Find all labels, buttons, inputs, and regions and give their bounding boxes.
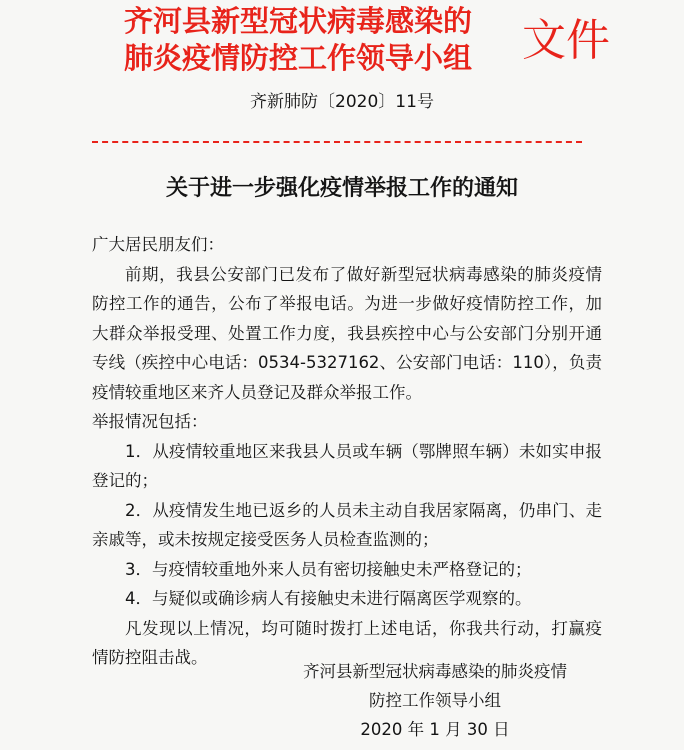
- salutation: 广大居民朋友们：: [92, 235, 224, 254]
- list-item: 1．从疫情较重地区来我县人员或车辆（鄂牌照车辆）未如实申报登记的；: [92, 441, 602, 490]
- signature-org-line-1: 齐河县新型冠状病毒感染的肺炎疫情: [303, 662, 567, 681]
- signature-block: [270, 657, 600, 744]
- issuer-line-2: 肺炎疫情防控工作领导小组: [123, 41, 472, 75]
- signature-date: 2020 年 1 月 30 日: [360, 720, 510, 739]
- closing-paragraph: 凡发现以上情况，均可随时拨打上述电话，你我共行动，打赢疫情防控阻击战。: [92, 618, 602, 667]
- list-item: 2．从疫情发生地已返乡的人员未主动自我居家隔离，仍串门、走亲戚等，或未按规定接受医务人员检查监测的；: [92, 500, 602, 549]
- list-item: 3．与疫情较重地外来人员有密切接触史未严格登记的；: [125, 559, 532, 579]
- signature-org-line-2: 防控工作领导小组: [369, 691, 501, 710]
- notice-title: 关于进一步强化疫情举报工作的通知: [165, 176, 518, 201]
- document-number: 齐新肺防〔2020〕11号: [250, 92, 434, 112]
- notice-body: [92, 230, 602, 673]
- issuing-authority: [88, 3, 508, 77]
- list-intro: 举报情况包括：: [92, 412, 208, 431]
- intro-paragraph: 前期，我县公安部门已发布了做好新型冠状病毒感染的肺炎疫情防控工作的通告，公布了举报电话。为进一步做好疫情防控工作，加大群众举报受理、处置工作力度，我县疾控中心与公安部门分别开通专线（疾控中心电话：0534-5327162、公安部门电话：110），负责疫情较重地区来齐人员登记及群众举报工作。: [92, 264, 602, 402]
- list-item: 4．与疑似或确诊病人有接触史未进行隔离医学观察的。: [125, 589, 532, 608]
- issuer-line-1: 齐河县新型冠状病毒感染的: [123, 4, 472, 38]
- document-suffix: 文件: [522, 15, 610, 66]
- red-dashed-separator: [92, 141, 582, 143]
